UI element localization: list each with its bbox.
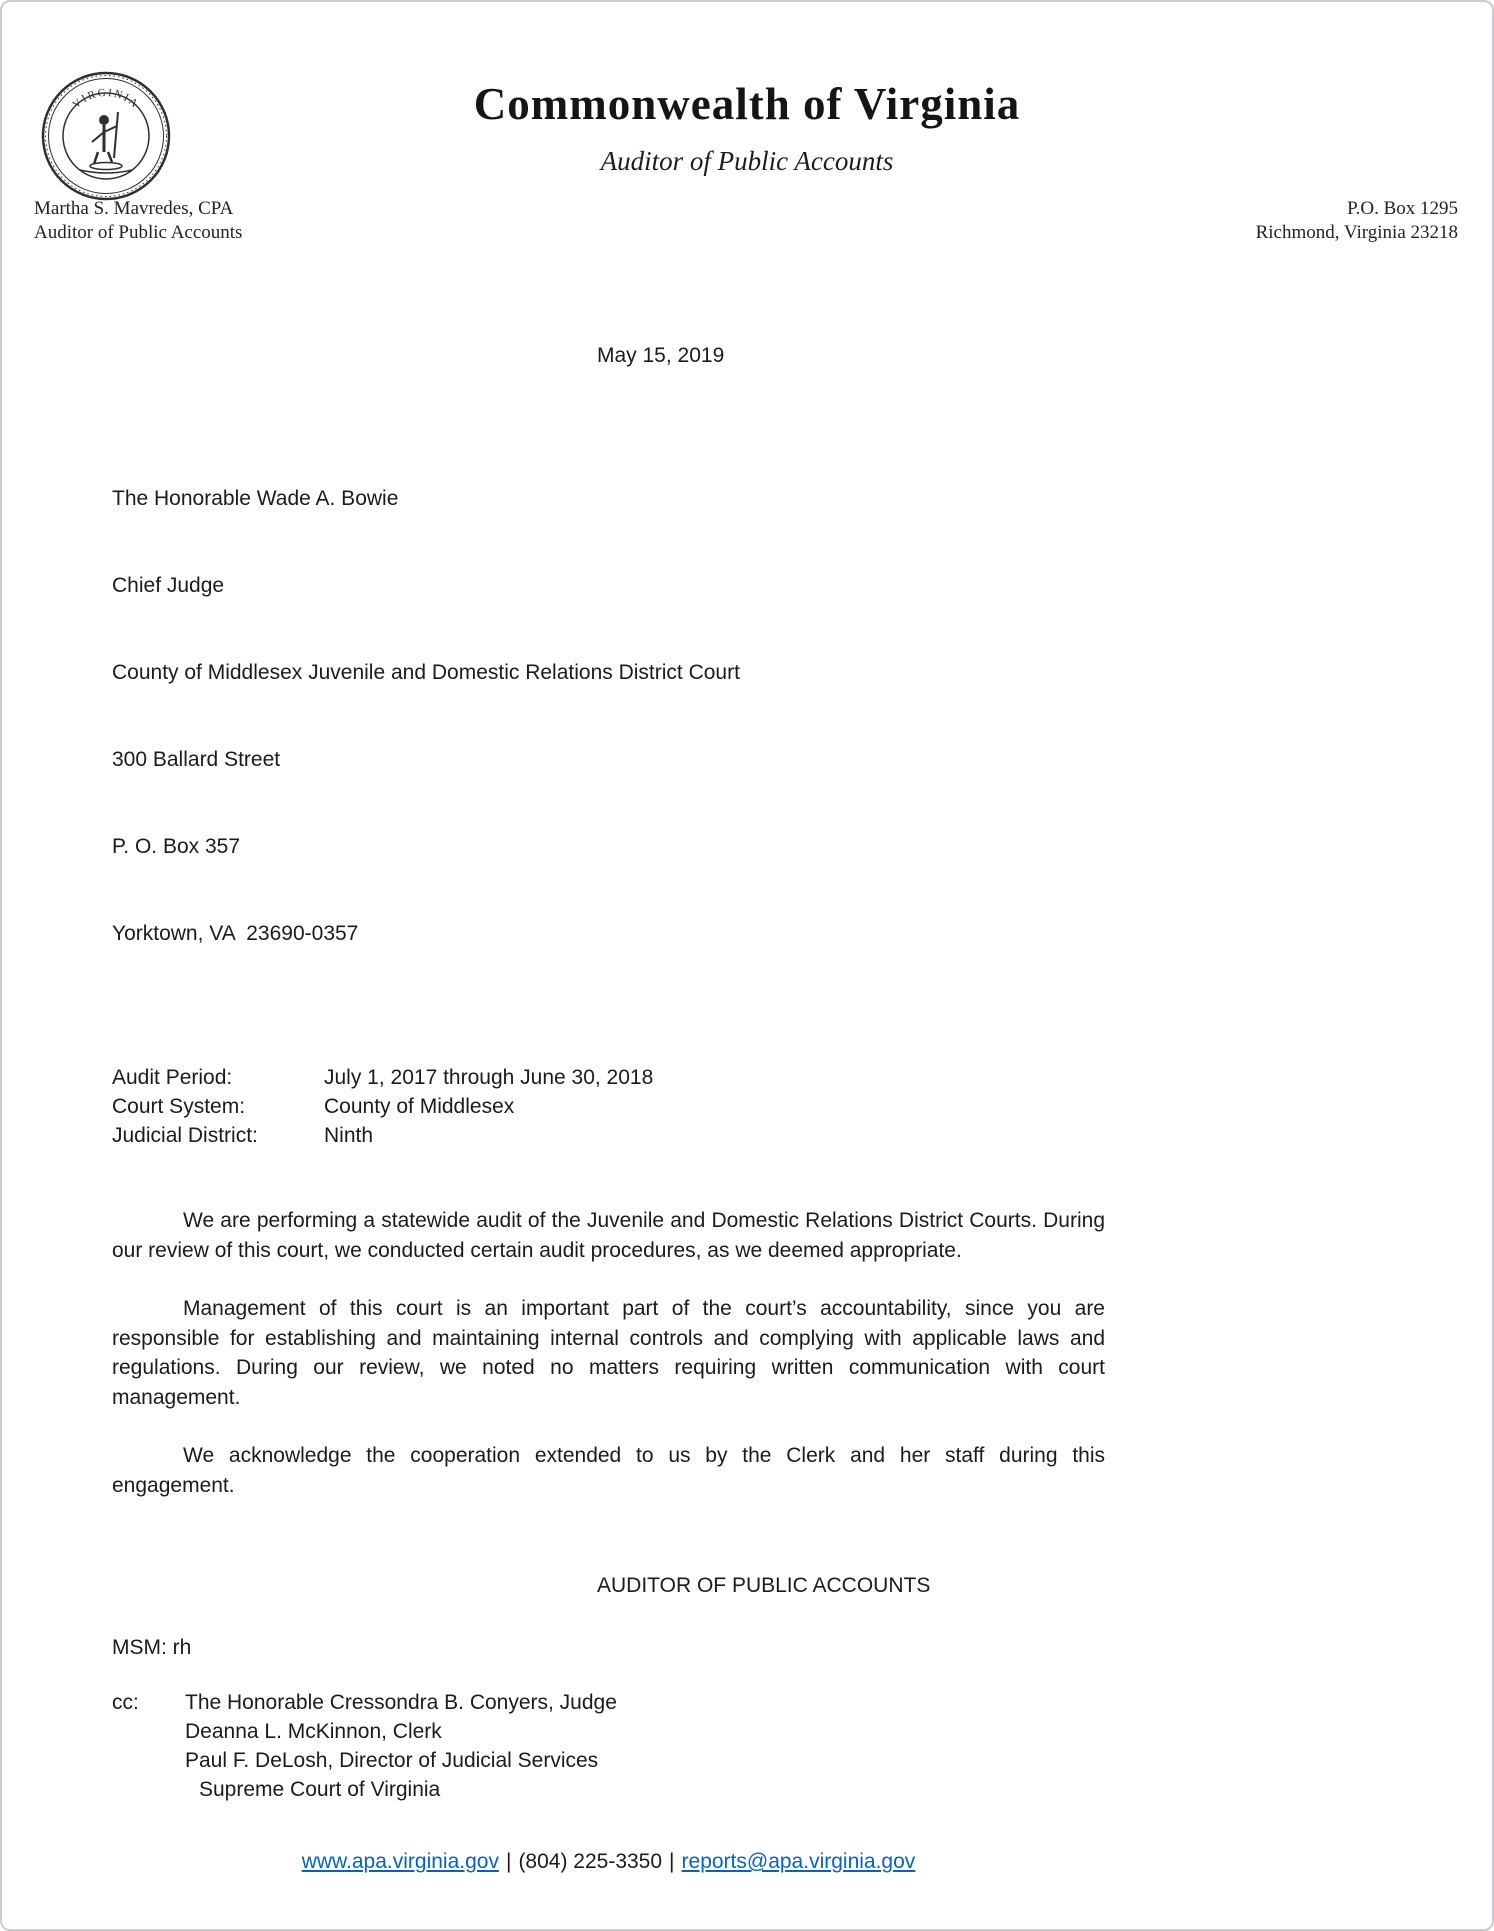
cc-list — [185, 1688, 617, 1804]
cc-label: cc: — [112, 1691, 139, 1714]
address-line-1: P.O. Box 1295 — [1347, 198, 1458, 219]
org-title: Commonwealth of Virginia — [473, 79, 1021, 129]
website-link[interactable]: www.apa.virginia.gov — [301, 1850, 499, 1873]
recipient-line: P. O. Box 357 — [112, 835, 241, 858]
audit-info-value: County of Middlesex — [324, 1095, 515, 1118]
footer-separator: | — [505, 1850, 512, 1873]
reference-initials: MSM: rh — [112, 1636, 192, 1659]
cc-line: Paul F. DeLosh, Director of Judicial Services — [185, 1749, 599, 1772]
letter-body — [112, 344, 1105, 1874]
audit-info-row — [112, 1063, 1105, 1092]
official-title: Auditor of Public Accounts — [34, 222, 243, 243]
signature-org-line: AUDITOR OF PUBLIC ACCOUNTS — [597, 1574, 931, 1597]
paragraphs — [112, 1206, 1105, 1500]
audit-info-label: Judicial District: — [112, 1124, 258, 1147]
audit-info-value: Ninth — [324, 1124, 374, 1147]
recipient-line: The Honorable Wade A. Bowie — [112, 487, 399, 510]
paragraph: Management of this court is an important part of the court’s accountability, since you are responsible for establishing and maintaining internal controls and complying with applicable laws and regulations. During our review, we noted no matters requiring written communication with court management. — [112, 1297, 1105, 1409]
recipient-line: Chief Judge — [112, 574, 225, 597]
office-address-block — [1256, 197, 1458, 245]
official-name: Martha S. Mavredes, CPA — [34, 198, 234, 219]
paragraph: We acknowledge the cooperation extended to us by the Clerk and her staff during this engagement. — [112, 1444, 1105, 1497]
audit-info-row — [112, 1121, 1105, 1150]
recipient-address-block — [112, 426, 1105, 1006]
letterhead — [2, 70, 1492, 246]
svg-text:VIRGINIA: VIRGINIA — [70, 86, 142, 112]
audit-info-block — [112, 1063, 1105, 1150]
cc-line: Supreme Court of Virginia — [199, 1778, 441, 1801]
email-link[interactable]: reports@apa.virginia.gov — [681, 1850, 916, 1873]
paragraph: We are performing a statewide audit of the Juvenile and Domestic Relations District Courts. During our review of this court, we conducted certain audit procedures, as we deemed appropriate. — [112, 1209, 1105, 1262]
recipient-line: Yorktown, VA 23690-0357 — [112, 922, 359, 945]
cc-line: Deanna L. McKinnon, Clerk — [185, 1720, 442, 1743]
audit-info-label: Court System: — [112, 1095, 246, 1118]
audit-info-value: July 1, 2017 through June 30, 2018 — [324, 1066, 654, 1089]
official-block — [34, 197, 242, 245]
footer-separator: | — [669, 1850, 675, 1873]
address-line-2: Richmond, Virginia 23218 — [1255, 222, 1458, 243]
cc-line: The Honorable Cressondra B. Conyers, Judge — [185, 1691, 617, 1714]
letter-date: May 15, 2019 — [597, 344, 725, 367]
recipient-line: County of Middlesex Juvenile and Domestic Relations District Court — [112, 661, 740, 684]
virginia-seal-icon — [40, 70, 172, 202]
footer-contact-line — [112, 1850, 1105, 1874]
org-subtitle: Auditor of Public Accounts — [600, 146, 894, 176]
recipient-line: 300 Ballard Street — [112, 748, 281, 771]
audit-info-label: Audit Period: — [112, 1066, 233, 1089]
audit-info-row — [112, 1092, 1105, 1121]
cc-block — [112, 1688, 1105, 1804]
phone-number: (804) 225-3350 — [518, 1850, 663, 1873]
letterhead-contacts — [2, 197, 1492, 245]
